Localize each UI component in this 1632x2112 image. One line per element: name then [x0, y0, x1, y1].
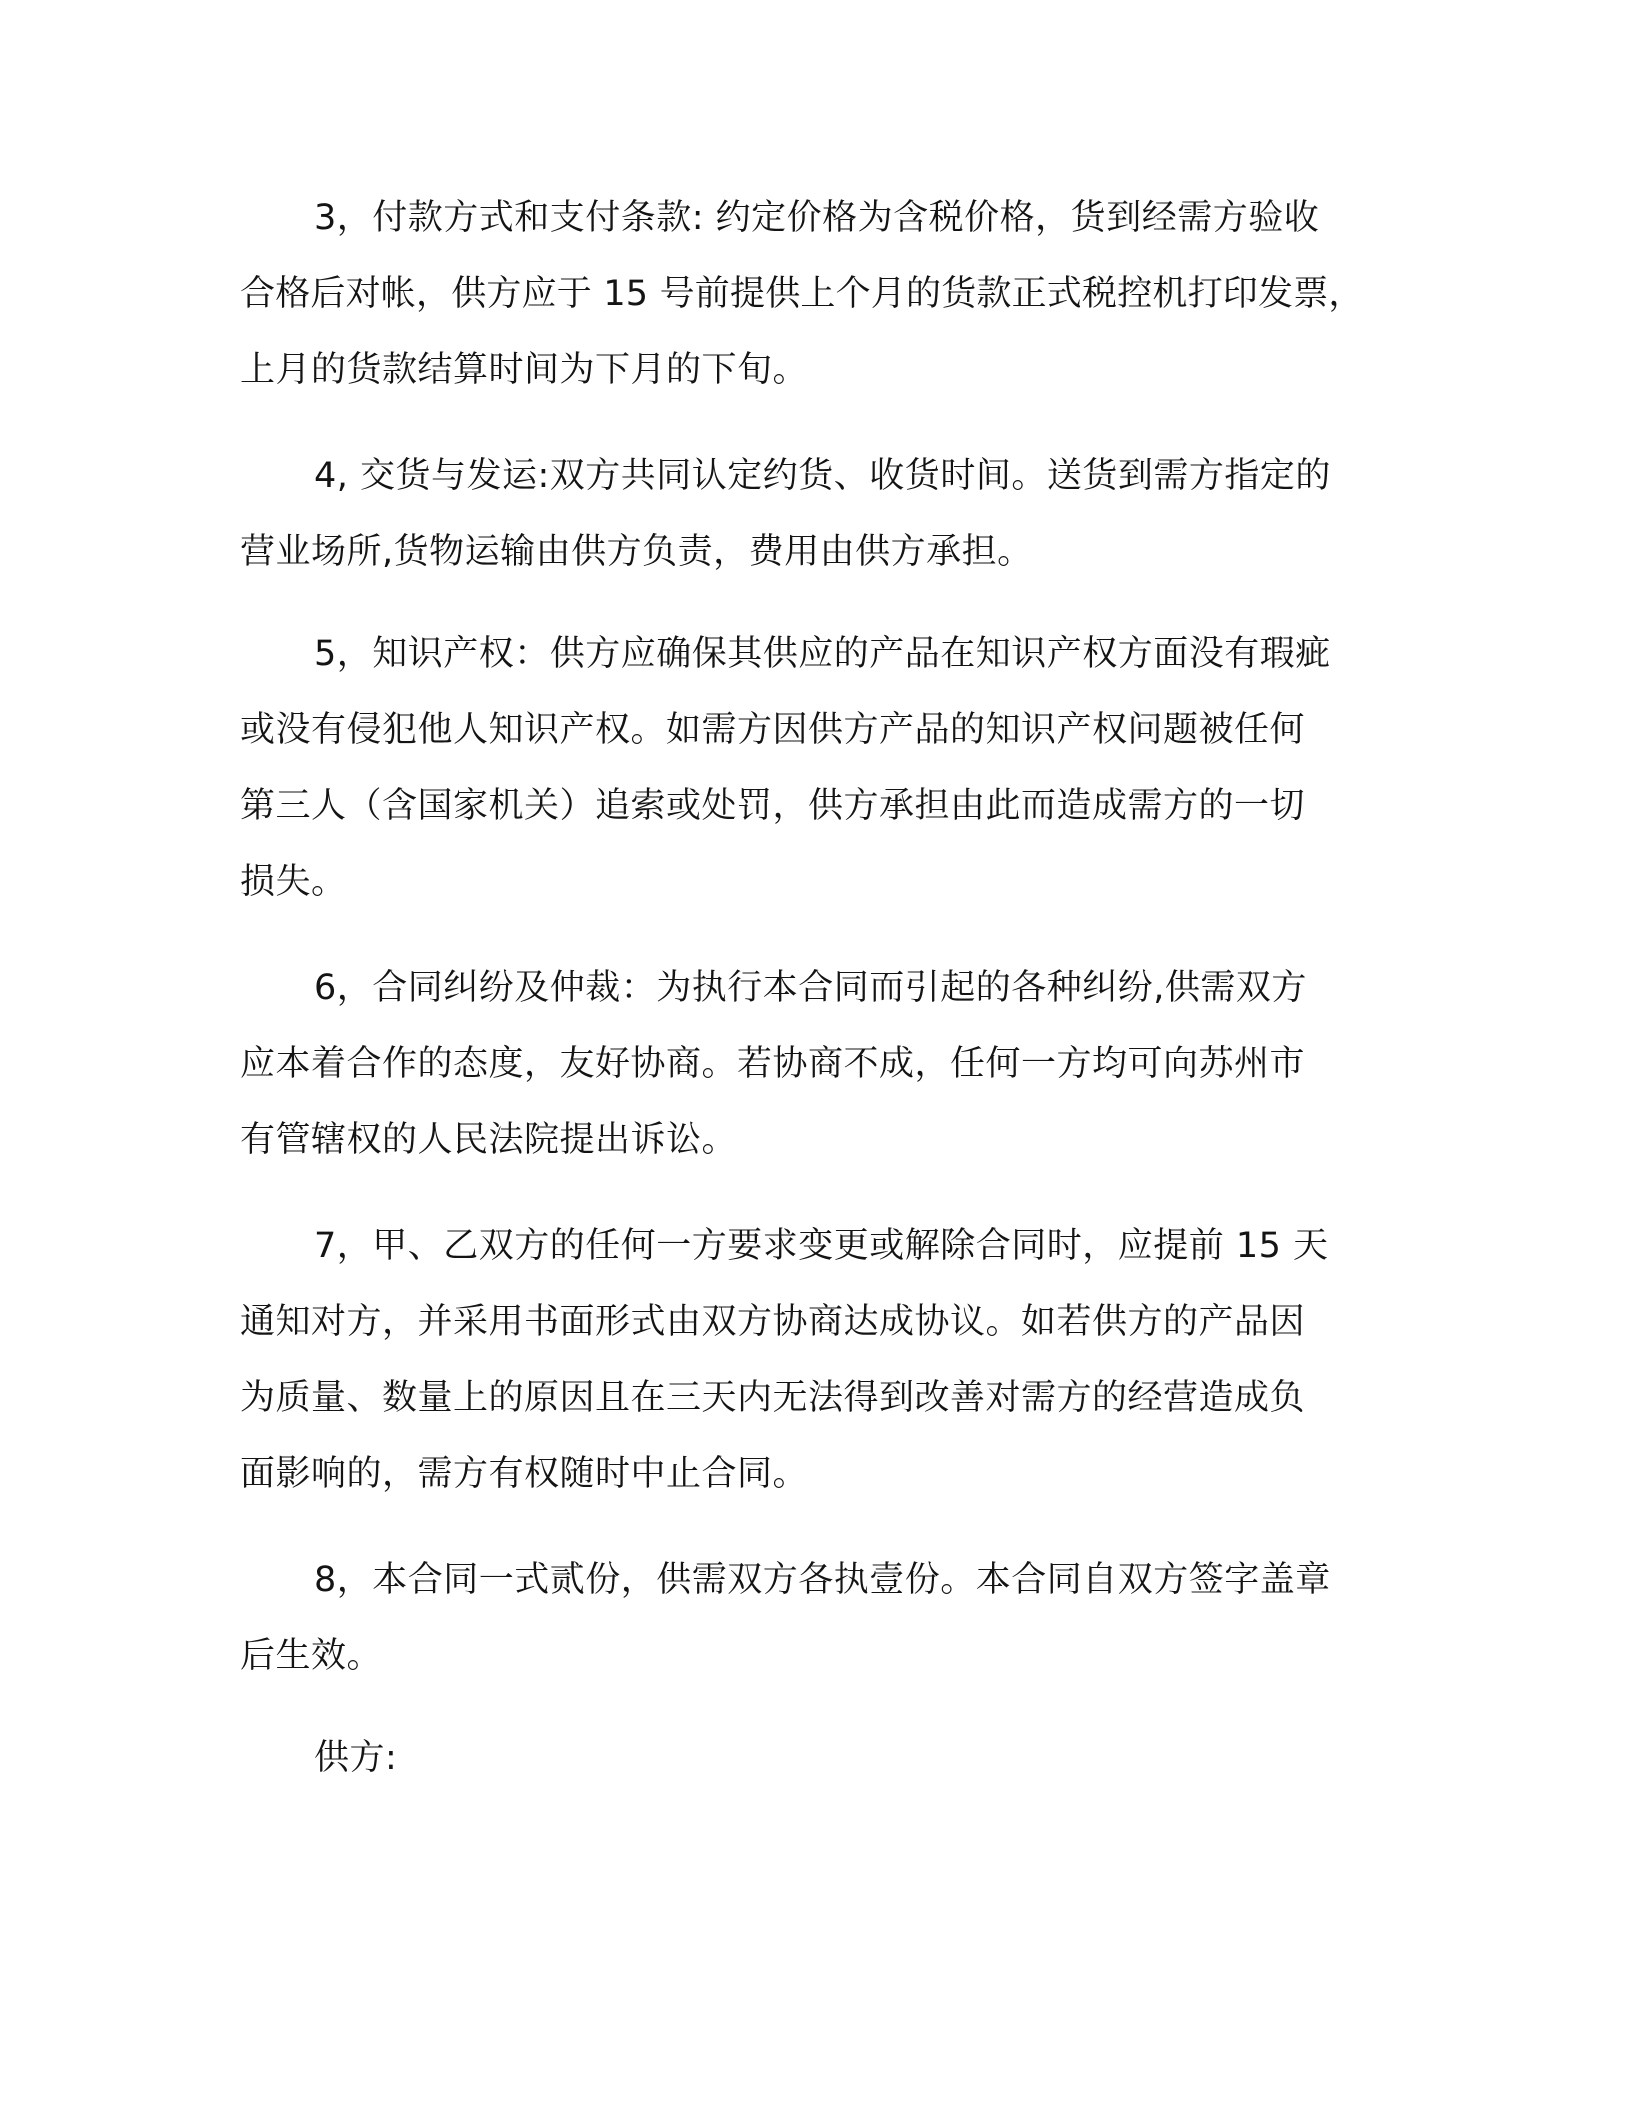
clause-4-delivery: [240, 438, 1410, 590]
paragraph-line: 面影响的，需方有权随时中止合同。: [240, 1454, 809, 1494]
paragraph-line: 7，甲、乙双方的任何一方要求变更或解除合同时，应提前 15 天: [314, 1226, 1329, 1266]
clause-6-disputes: [240, 950, 1410, 1178]
clause-7-contract-change: [240, 1208, 1410, 1512]
paragraph-line: 3，付款方式和支付条款: 约定价格为含税价格，货到经需方验收: [314, 198, 1320, 238]
paragraph-line: 通知对方，并采用书面形式由双方协商达成协议。如若供方的产品因: [240, 1302, 1306, 1342]
clause-8-copies-effectiveness: [240, 1542, 1410, 1694]
paragraph-line: 6，合同纠纷及仲裁：为执行本合同而引起的各种纠纷,供需双方: [314, 968, 1307, 1008]
paragraph-line: 有管辖权的人民法院提出诉讼。: [240, 1120, 738, 1160]
paragraph-line: 4, 交货与发运:双方共同认定约货、收货时间。送货到需方指定的: [314, 456, 1331, 496]
signature-block: [240, 1720, 1410, 1796]
paragraph-line: 或没有侵犯他人知识产权。如需方因供方产品的知识产权问题被任何: [240, 710, 1306, 750]
paragraph-line: 营业场所,货物运输由供方负责，费用由供方承担。: [240, 532, 1033, 572]
clause-3-payment-terms: [240, 180, 1410, 408]
supplier-signature-label: 供方:: [314, 1738, 398, 1778]
paragraph-line: 8，本合同一式贰份，供需双方各执壹份。本合同自双方签字盖章: [314, 1560, 1331, 1600]
clause-5-intellectual-property: [240, 616, 1410, 920]
paragraph-line: 后生效。: [240, 1636, 383, 1676]
paragraph-line: 应本着合作的态度，友好协商。若协商不成，任何一方均可向苏州市: [240, 1044, 1306, 1084]
paragraph-line: 上月的货款结算时间为下月的下旬。: [240, 350, 809, 390]
paragraph-line: 为质量、数量上的原因且在三天内无法得到改善对需方的经营造成负: [240, 1378, 1306, 1418]
paragraph-line: 合格后对帐，供方应于 15 号前提供上个月的货款正式税控机打印发票，: [240, 274, 1364, 314]
paragraph-line: 第三人（含国家机关）追索或处罚，供方承担由此而造成需方的一切: [240, 786, 1306, 826]
paragraph-line: 损失。: [240, 862, 347, 902]
paragraph-line: 5，知识产权：供方应确保其供应的产品在知识产权方面没有瑕疵: [314, 634, 1331, 674]
